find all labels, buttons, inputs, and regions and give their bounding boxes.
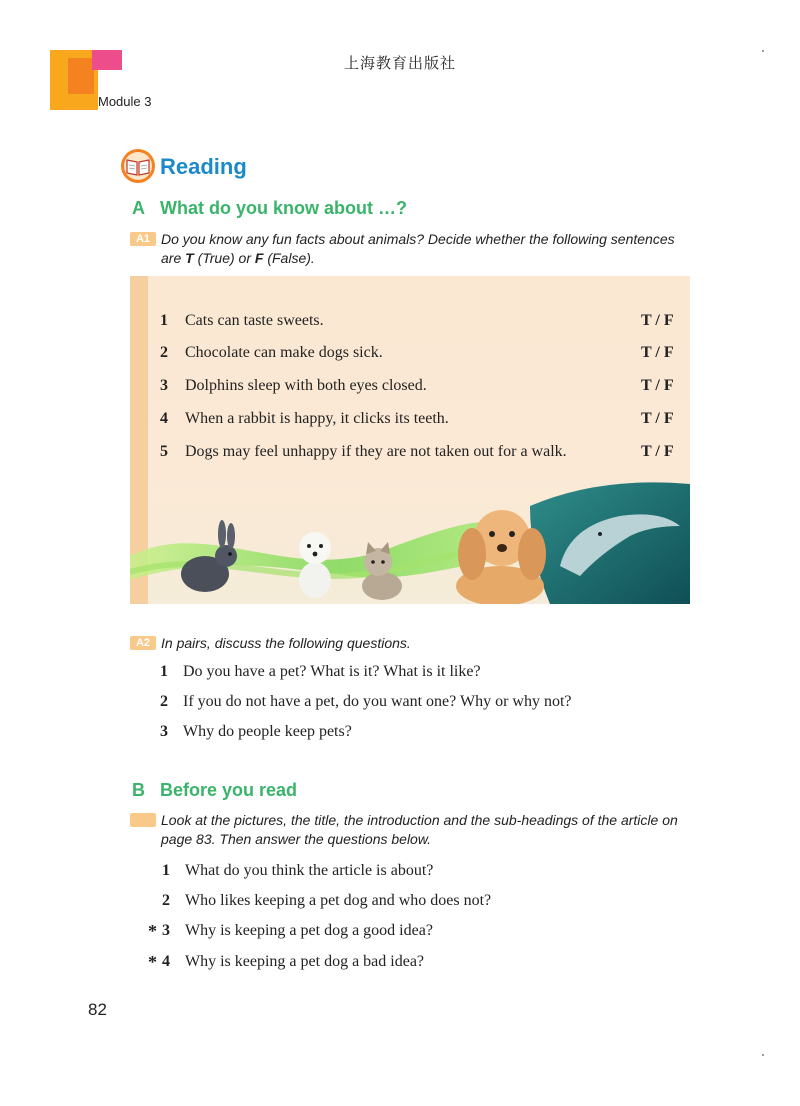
a2-tag: A2 xyxy=(130,636,156,650)
true-false-choice: T / F xyxy=(641,443,674,460)
quiz-item-text: Cats can taste sweets. xyxy=(185,312,324,329)
challenge-star: * xyxy=(148,952,157,972)
question-number: 2 xyxy=(162,892,170,909)
module-label: Module 3 xyxy=(98,94,152,109)
publisher-name: 上海教育出版社 xyxy=(343,54,456,72)
b-tag xyxy=(130,813,156,827)
section-b-letter: B xyxy=(132,780,145,800)
section-a-letter: A xyxy=(132,198,145,218)
quiz-item-number: 1 xyxy=(160,312,168,329)
true-false-choice: T / F xyxy=(641,344,674,361)
question-text: Why is keeping a pet dog a bad idea? xyxy=(185,953,425,970)
reading-heading: Reading xyxy=(160,154,247,179)
question-number: 1 xyxy=(160,663,168,680)
quiz-item-text: Dogs may feel unhappy if they are not taken out for a walk. xyxy=(185,443,567,460)
false-marker: F xyxy=(254,250,264,266)
a2-instruction: In pairs, discuss the following questions. xyxy=(161,635,411,651)
quiz-item-number: 3 xyxy=(160,377,168,394)
quiz-item-number: 4 xyxy=(160,410,168,427)
question-text: Why is keeping a pet dog a good idea? xyxy=(185,922,433,939)
true-false-choice: T / F xyxy=(641,377,674,394)
quiz-item-text: When a rabbit is happy, it clicks its teeth. xyxy=(185,410,449,427)
true-label: (True) or xyxy=(193,250,255,266)
dolphin-eye xyxy=(598,532,602,536)
question-text: Who likes keeping a pet dog and who does not? xyxy=(185,892,492,909)
corner-mark xyxy=(762,1054,764,1056)
section-b-title: Before you read xyxy=(160,780,298,800)
quiz-item-text: Dolphins sleep with both eyes closed. xyxy=(185,377,427,394)
question-number: 3 xyxy=(162,922,170,939)
question-number: 2 xyxy=(160,693,168,710)
b-instruction: Look at the pictures, the title, the introduction and the sub-headings of the article on page 83. Then answer the questions below. xyxy=(161,812,678,847)
true-false-choice: T / F xyxy=(641,410,674,427)
question-number: 3 xyxy=(160,723,168,740)
quiz-item-text: Chocolate can make dogs sick. xyxy=(185,344,383,361)
animals-illustration xyxy=(130,476,690,604)
question-text: If you do not have a pet, do you want one? Why or why not? xyxy=(183,693,572,710)
false-label: (False). xyxy=(263,250,315,266)
challenge-star: * xyxy=(148,921,157,941)
question-text: Why do people keep pets? xyxy=(183,723,352,740)
page-number: 82 xyxy=(88,1000,107,1019)
question-text: Do you have a pet? What is it? What is it like? xyxy=(183,663,481,680)
a1-instruction-text: Do you know any fun facts about animals? Decide whether the following sentences are xyxy=(161,231,675,266)
true-marker: T xyxy=(185,250,194,266)
section-a-title: What do you know about …? xyxy=(160,198,407,218)
book-icon xyxy=(120,148,156,184)
question-text: What do you think the article is about? xyxy=(185,862,434,879)
corner-mark xyxy=(762,50,764,52)
question-number: 1 xyxy=(162,862,170,879)
a1-tag: A1 xyxy=(130,232,156,246)
quiz-item-number: 5 xyxy=(160,443,168,460)
quiz-item-number: 2 xyxy=(160,344,168,361)
true-false-choice: T / F xyxy=(641,312,674,329)
question-number: 4 xyxy=(162,953,170,970)
a1-instruction xyxy=(161,230,691,268)
